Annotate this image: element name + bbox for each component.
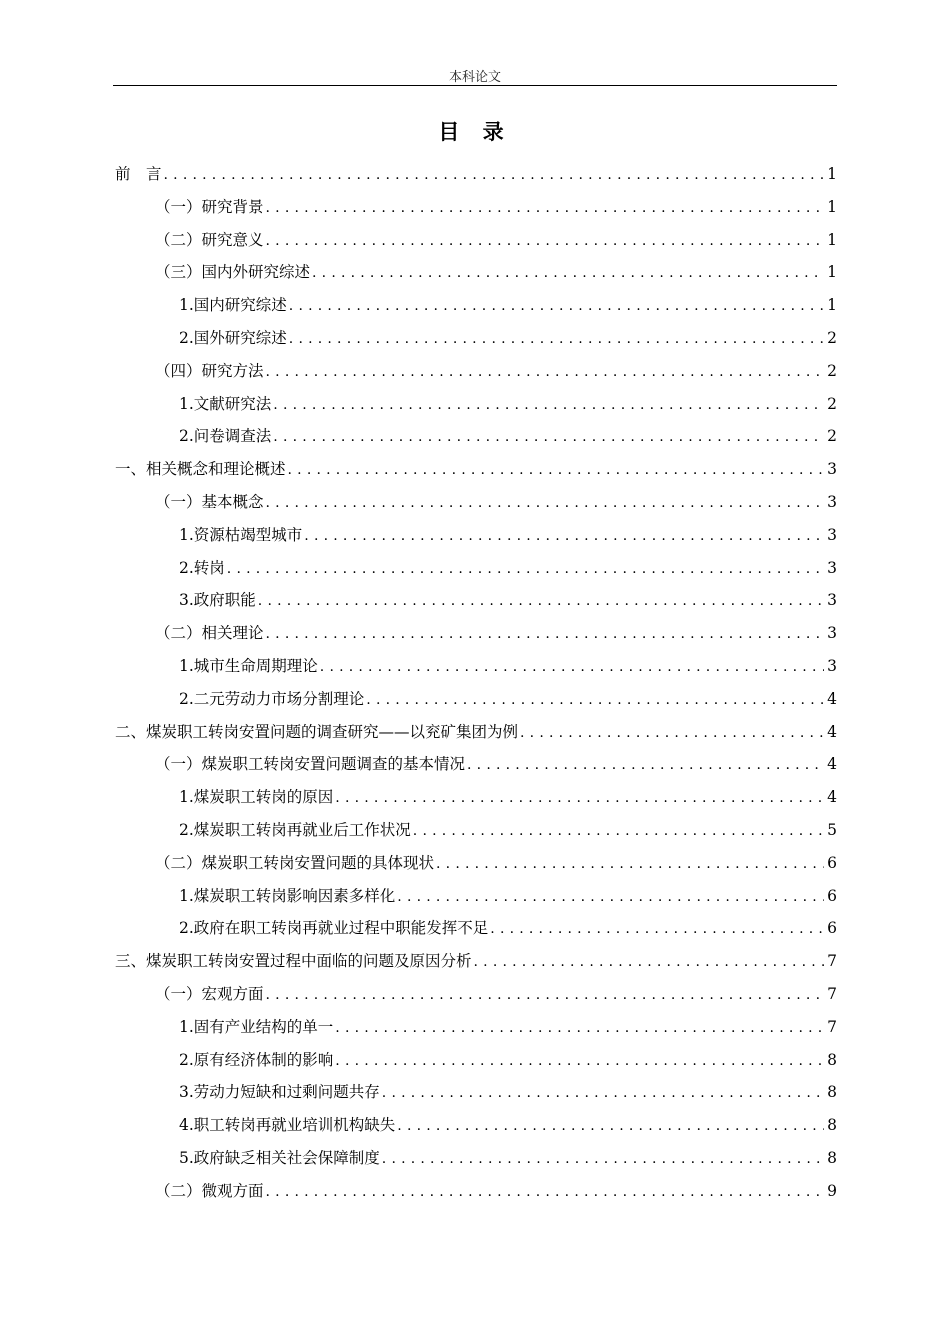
toc-entry-label: （四）研究方法 [155,361,264,380]
toc-dot-leader [320,651,824,683]
toc-entry-label: （二）相关理论 [155,624,264,643]
toc-dot-leader [436,848,824,880]
toc-dot-leader [413,815,824,847]
toc-entry-label: 3.劳动力短缺和过剩问题共存 [179,1083,380,1102]
toc-entry[interactable] [115,256,837,289]
toc-entry[interactable] [115,617,837,650]
toc-entry-page: 1 [827,263,837,282]
toc-entry[interactable] [115,781,837,814]
toc-dot-leader [490,913,824,945]
toc-dot-leader [273,421,824,453]
toc-dot-leader [266,487,825,519]
toc-entry[interactable] [115,289,837,322]
toc-dot-leader [289,290,824,322]
toc-dot-leader [397,881,824,913]
toc-entry[interactable] [115,1175,837,1208]
toc-entry-label: （二）煤炭职工转岗安置问题的具体现状 [155,853,435,872]
toc-entry[interactable] [115,748,837,781]
toc-dot-leader [474,946,825,978]
toc-entry-label: 三、煤炭职工转岗安置过程中面临的问题及原因分析 [115,952,472,971]
toc-entry[interactable] [115,847,837,880]
toc-entry-label: （二）研究意义 [155,230,264,249]
header-rule [113,85,837,86]
toc-dot-leader [520,717,824,749]
toc-entry[interactable] [115,388,837,421]
toc-entry-label: 2.转岗 [179,558,225,577]
toc-dot-leader [335,1012,824,1044]
toc-entry-label: 1.国内研究综述 [179,296,287,315]
toc-dot-leader [164,159,825,191]
toc-entry-page: 6 [827,853,837,872]
toc-dot-leader [266,192,825,224]
toc-entry[interactable] [115,158,837,191]
toc-dot-leader [266,225,825,257]
toc-entry[interactable] [115,650,837,683]
toc-entry-page: 3 [827,624,837,643]
toc-entry[interactable] [115,978,837,1011]
toc-entry-page: 8 [827,1148,837,1167]
toc-entry-label: （一）基本概念 [155,492,264,511]
toc-entry[interactable] [115,322,837,355]
toc-entry-label: 1.文献研究法 [179,394,272,413]
toc-entry-page: 4 [827,788,837,807]
toc-entry[interactable] [115,224,837,257]
toc-dot-leader [366,684,824,716]
toc-entry-label: 1.煤炭职工转岗的原因 [179,788,334,807]
table-of-contents [115,158,837,1208]
toc-dot-leader [382,1077,824,1109]
toc-entry[interactable] [115,912,837,945]
toc-entry-label: 2.政府在职工转岗再就业过程中职能发挥不足 [179,919,489,938]
toc-dot-leader [266,618,825,650]
toc-dot-leader [288,454,825,486]
toc-entry[interactable] [115,584,837,617]
toc-entry-page: 4 [827,722,837,741]
toc-dot-leader [335,1045,824,1077]
toc-dot-leader [273,389,824,421]
toc-entry-page: 8 [827,1116,837,1135]
toc-entry-page: 1 [827,197,837,216]
toc-dot-leader [467,749,824,781]
toc-entry-page: 5 [827,820,837,839]
toc-entry[interactable] [115,716,837,749]
toc-entry-label: 5.政府缺乏相关社会保障制度 [179,1148,380,1167]
toc-entry[interactable] [115,1011,837,1044]
toc-entry-page: 1 [827,230,837,249]
running-header: 本科论文 [448,70,501,85]
toc-entry-page: 3 [827,492,837,511]
toc-dot-leader [258,585,824,617]
toc-entry-page: 3 [827,591,837,610]
toc-entry-label: 1.资源枯竭型城市 [179,525,303,544]
toc-entry-label: 2.国外研究综述 [179,328,287,347]
toc-dot-leader [335,782,824,814]
toc-entry-label: 2.二元劳动力市场分割理论 [179,689,365,708]
toc-entry-page: 6 [827,886,837,905]
toc-entry-page: 2 [827,361,837,380]
toc-entry-page: 9 [827,1181,837,1200]
toc-entry-label: （三）国内外研究综述 [155,263,311,282]
toc-entry[interactable] [115,420,837,453]
toc-entry-page: 2 [827,427,837,446]
toc-dot-leader [289,323,824,355]
toc-entry-label: 一、相关概念和理论概述 [115,460,286,479]
toc-dot-leader [266,979,825,1011]
toc-dot-leader [304,520,824,552]
toc-entry[interactable] [115,1109,837,1142]
toc-dot-leader [227,553,824,585]
toc-entry-label: （一）宏观方面 [155,984,264,1003]
toc-dot-leader [382,1143,824,1175]
toc-entry-page: 6 [827,919,837,938]
toc-entry[interactable] [115,1044,837,1077]
toc-entry-label: （一）煤炭职工转岗安置问题调查的基本情况 [155,755,466,774]
toc-entry-page: 8 [827,1050,837,1069]
toc-entry[interactable] [115,683,837,716]
toc-entry-page: 3 [827,656,837,675]
toc-entry[interactable] [115,552,837,585]
toc-entry-label: 2.煤炭职工转岗再就业后工作状况 [179,820,411,839]
toc-entry-label: 2.原有经济体制的影响 [179,1050,334,1069]
toc-entry[interactable] [115,453,837,486]
toc-dot-leader [397,1110,824,1142]
toc-entry-page: 7 [827,952,837,971]
toc-entry[interactable] [115,814,837,847]
toc-entry-page: 7 [827,1017,837,1036]
toc-entry-label: （一）研究背景 [155,197,264,216]
toc-entry[interactable] [115,880,837,913]
toc-entry-page: 2 [827,394,837,413]
toc-entry-page: 3 [827,525,837,544]
toc-entry[interactable] [115,1076,837,1109]
toc-title: 目 录 [438,119,512,144]
toc-entry-page: 2 [827,328,837,347]
toc-entry-label: 二、煤炭职工转岗安置问题的调查研究——以兖矿集团为例 [115,722,519,741]
toc-entry-page: 3 [827,558,837,577]
toc-dot-leader [266,356,825,388]
toc-entry-page: 4 [827,755,837,774]
toc-entry-label: 前 言 [115,165,162,183]
toc-entry[interactable] [115,1142,837,1175]
toc-entry-label: （二）微观方面 [155,1181,264,1200]
toc-dot-leader [266,1176,825,1208]
toc-entry-page: 8 [827,1083,837,1102]
toc-entry[interactable] [115,355,837,388]
toc-entry-label: 2.问卷调查法 [179,427,272,446]
toc-entry[interactable] [115,945,837,978]
toc-dot-leader [312,257,824,289]
toc-entry-page: 3 [827,460,837,479]
toc-entry-label: 3.政府职能 [179,591,256,610]
toc-entry-page: 7 [827,984,837,1003]
toc-entry[interactable] [115,519,837,552]
toc-entry-page: 1 [827,165,837,183]
toc-entry-page: 1 [827,296,837,315]
toc-entry-label: 1.煤炭职工转岗影响因素多样化 [179,886,396,905]
toc-entry-page: 4 [827,689,837,708]
toc-entry-label: 1.城市生命周期理论 [179,656,318,675]
toc-entry[interactable] [115,486,837,519]
toc-entry-label: 4.职工转岗再就业培训机构缺失 [179,1116,396,1135]
toc-entry[interactable] [115,191,837,224]
toc-entry-label: 1.固有产业结构的单一 [179,1017,334,1036]
